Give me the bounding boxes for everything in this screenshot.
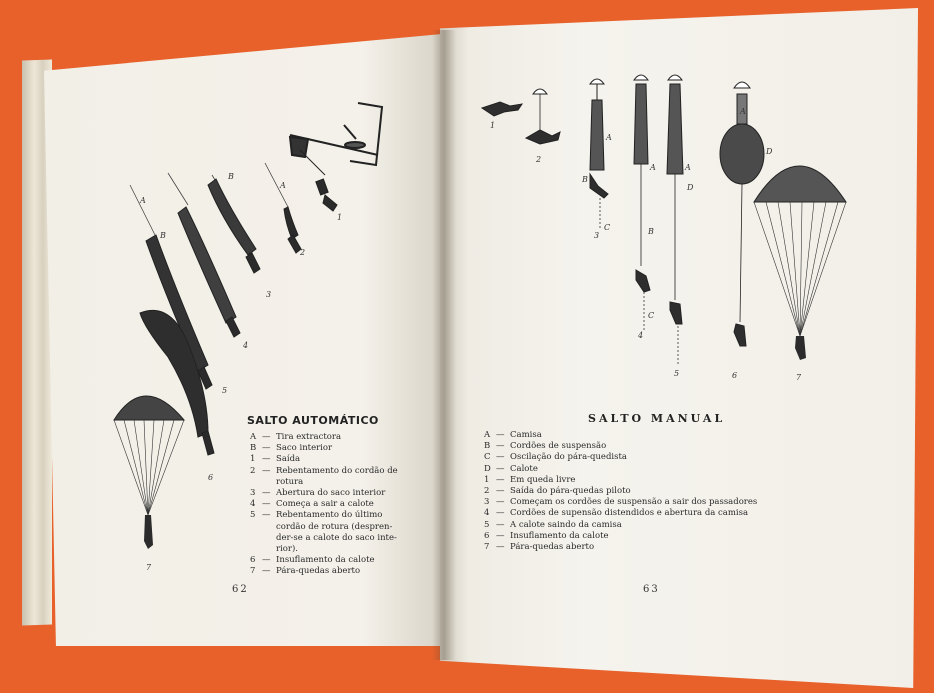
aircraft-door-drawing [290,103,382,175]
fig-letter-d-5: D [687,183,694,192]
fig-number-5: 5 [222,386,228,395]
legend-row: A — Tira extractora [250,432,342,442]
fig-number-4: 4 [243,341,249,350]
manual-jump-heading: SALTO MANUAL [588,412,726,425]
legend-row: 2 — Rebentamento do cordão de [250,465,398,476]
fig-letter-a-3: A [606,133,612,142]
fig-letter-c-3: C [604,223,611,232]
legend-row: 4 — Começa a sair a calote [250,499,374,510]
legend-row: 7 — Pára-quedas aberto [484,542,595,553]
legend-row: 3 — Abertura do saco interior [250,488,386,499]
fig-number-6: 6 [732,371,738,380]
legend-row: A — Camisa [484,430,542,440]
legend-row: der-se a calote do saco inte- [276,532,397,543]
automatic-jump-heading: SALTO AUTOMÁTICO [247,414,379,427]
manual-jump-legend [484,430,757,553]
legend-row: cordão de rotura (despren- [276,521,393,532]
fig-letter-b-2: B [228,172,234,181]
legend-row: 6 — Insuflamento da calote [250,555,375,566]
fig-letter-b-1: B [160,231,166,240]
fig-number-1: 1 [490,121,496,130]
open-canopy-drawing [114,396,184,549]
fig-number-5: 5 [674,369,680,378]
fig-letter-c-4: C [648,311,655,320]
page-number-left: 62 [232,584,249,595]
fig-number-1: 1 [337,213,343,222]
legend-row: D — Calote [484,463,538,474]
fig-number-3: 3 [266,290,272,299]
legend-row: 4 — Cordões de supensão distendidos e abertura da camisa [484,508,749,519]
fig-letter-a-5: A [685,163,691,172]
legend-row: 1 — Em queda livre [484,474,576,485]
legend-row: 2 — Saída do pára-quedas piloto [484,486,631,497]
legend-row: B — Cordões de suspensão [484,441,607,452]
legend-row: 7 — Pára-quedas aberto [250,566,361,577]
fig-number-7: 7 [146,563,152,572]
legend-row: 5 — Rebentamento do último [250,510,383,521]
legend-row: rotura [276,476,304,487]
fig-letter-d-6: D [766,147,773,156]
fig-number-7: 7 [796,373,802,382]
fig-letter-a-2: A [280,181,286,190]
fig-letter-b-3: B [582,175,588,184]
automatic-jump-legend [250,432,398,578]
fig-letter-b-4: B [648,227,654,236]
legend-row: C — Oscilação do pára-quedista [484,452,627,463]
page-number-right: 63 [643,584,660,595]
fig-letter-a-1: A [140,196,146,205]
fig-letter-a-6: A [740,107,746,116]
manual-jump-illustration [478,70,848,390]
legend-row: 1 — Saída [250,454,301,465]
legend-row: B — Saco interior [250,443,333,454]
fig-number-2: 2 [536,155,542,164]
fig-number-6: 6 [208,473,214,482]
fig-number-4: 4 [638,331,644,340]
legend-row: 6 — Insuflamento da calote [484,530,609,541]
legend-row: rior). [276,544,298,555]
fig-number-2: 2 [300,248,306,257]
legend-row: 5 — A calote saindo da camisa [484,519,622,530]
book-gutter [432,30,456,660]
legend-row: 3 — Começam os cordões de suspensão a sair dos passadores [484,497,758,508]
fig-letter-a-4: A [650,163,656,172]
fig-number-3: 3 [594,231,600,240]
